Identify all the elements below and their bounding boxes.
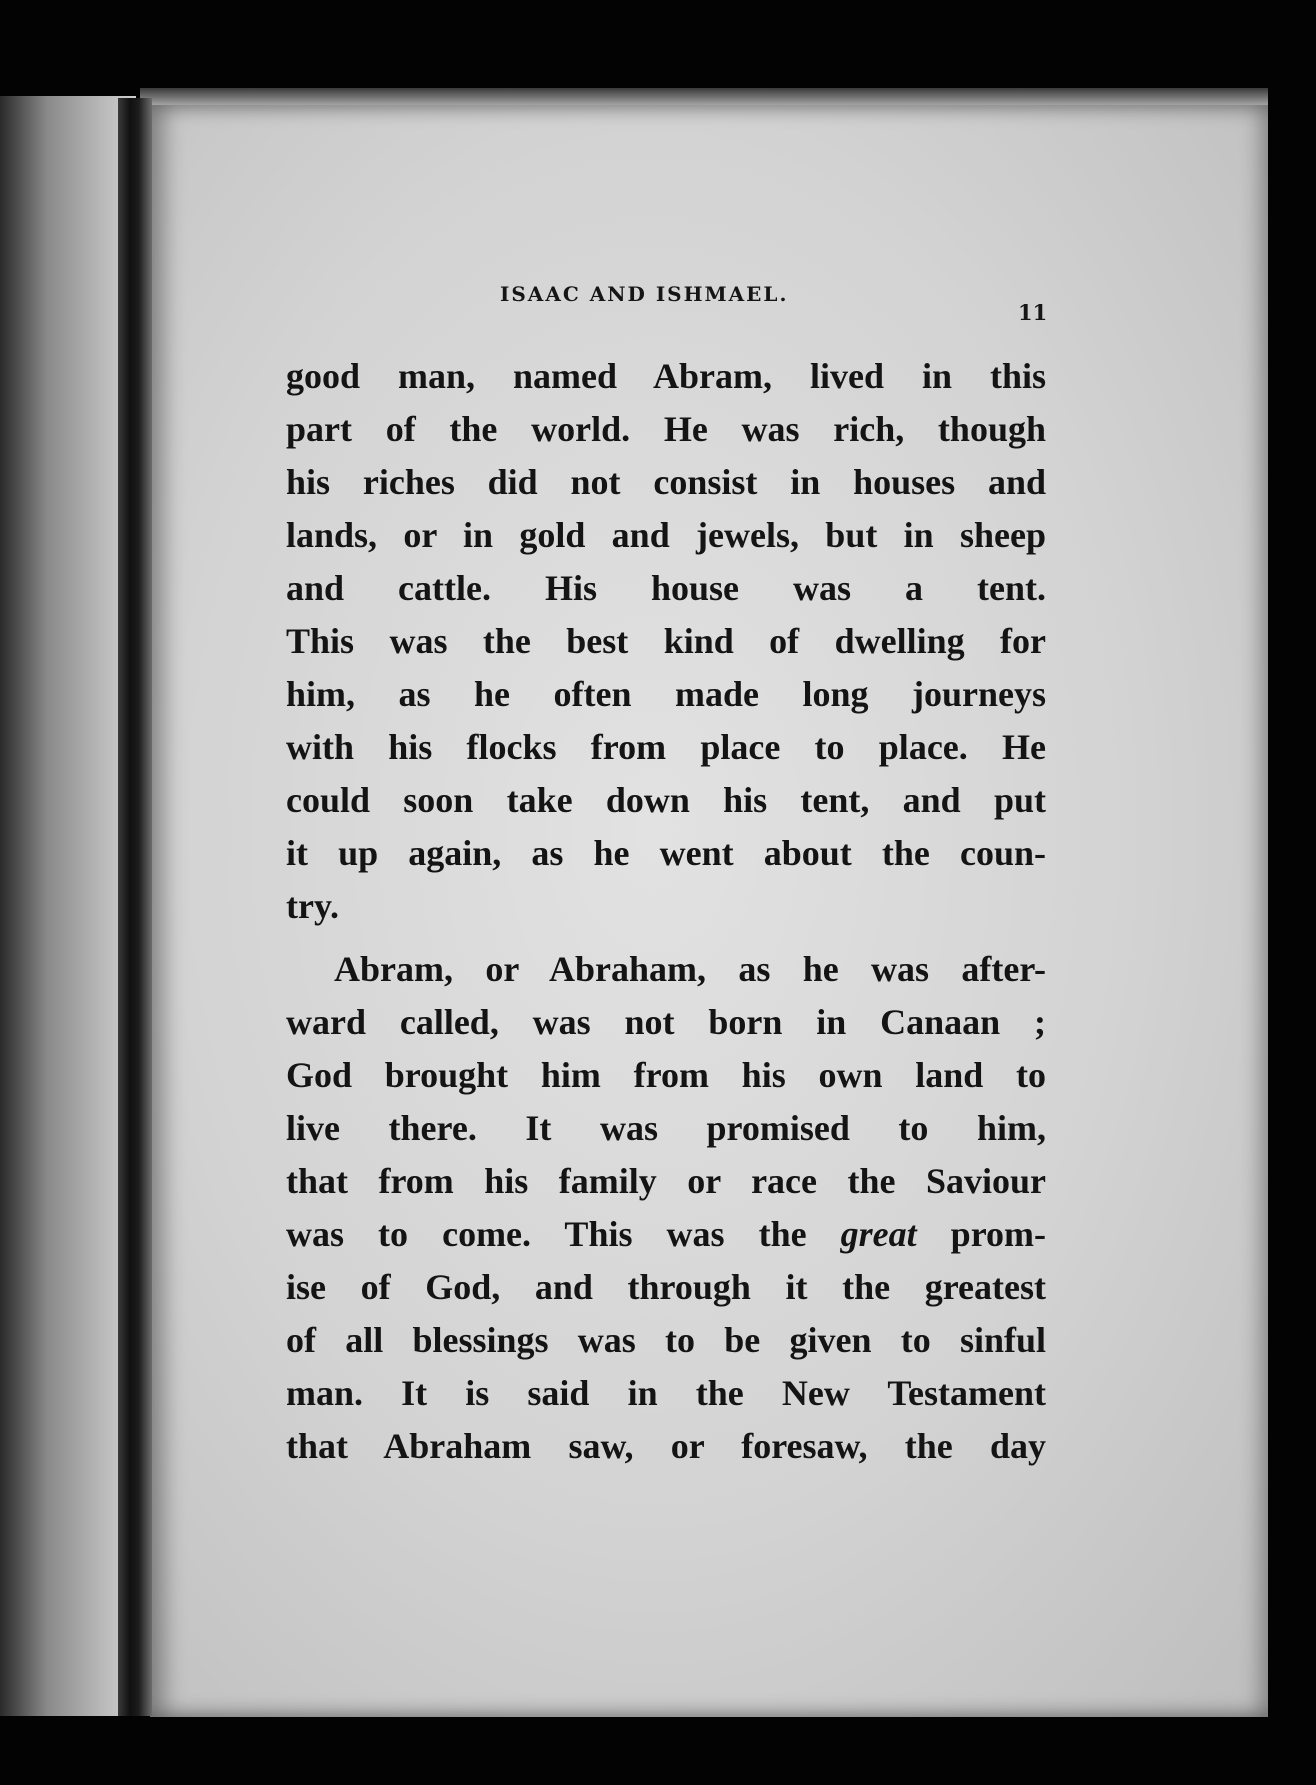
text-line-with-emphasis (286, 1208, 1046, 1261)
text-line: it up again, as he went about the coun- (286, 833, 1046, 873)
book-spine (118, 98, 152, 1716)
text-line: God brought him from his own land to (286, 1055, 1046, 1095)
text-line: This was the best kind of dwelling for (286, 621, 1046, 661)
text-fragment: prom- (916, 1214, 1046, 1254)
text-line: Abram, or Abraham, as he was after- (334, 949, 1046, 989)
text-line: lands, or in gold and jewels, but in sheep (286, 515, 1046, 555)
text-line: part of the world. He was rich, though (286, 409, 1046, 449)
text-line: with his flocks from place to place. He (286, 727, 1046, 767)
text-line: man. It is said in the New Testament (286, 1373, 1046, 1413)
text-line: try. (286, 886, 339, 926)
text-line: that from his family or race the Saviour (286, 1161, 1046, 1201)
text-fragment: was to come. This was the (286, 1214, 841, 1254)
text-line: him, as he often made long journeys (286, 674, 1046, 714)
page-number: 11 (1018, 300, 1048, 325)
text-line: of all blessings was to be given to sinful (286, 1320, 1046, 1360)
text-line: ward called, was not born in Canaan ; (286, 1002, 1046, 1042)
paragraph-gap (286, 933, 1046, 943)
text-line: good man, named Abram, lived in this (286, 356, 1046, 396)
running-head: ISAAC AND ISHMAEL. (500, 282, 789, 306)
facing-page-edge (0, 96, 136, 1716)
body-text (286, 350, 1046, 1473)
text-line: live there. It was promised to him, (286, 1108, 1046, 1148)
page-top-edge (140, 88, 1268, 106)
emphasized-word: great (840, 1214, 917, 1254)
text-line: and cattle. His house was a tent. (286, 568, 1046, 608)
text-line: his riches did not consist in houses and (286, 462, 1046, 502)
text-line: ise of God, and through it the greatest (286, 1267, 1046, 1307)
text-line: could soon take down his tent, and put (286, 780, 1046, 820)
text-line: that Abraham saw, or foresaw, the day (286, 1426, 1046, 1466)
